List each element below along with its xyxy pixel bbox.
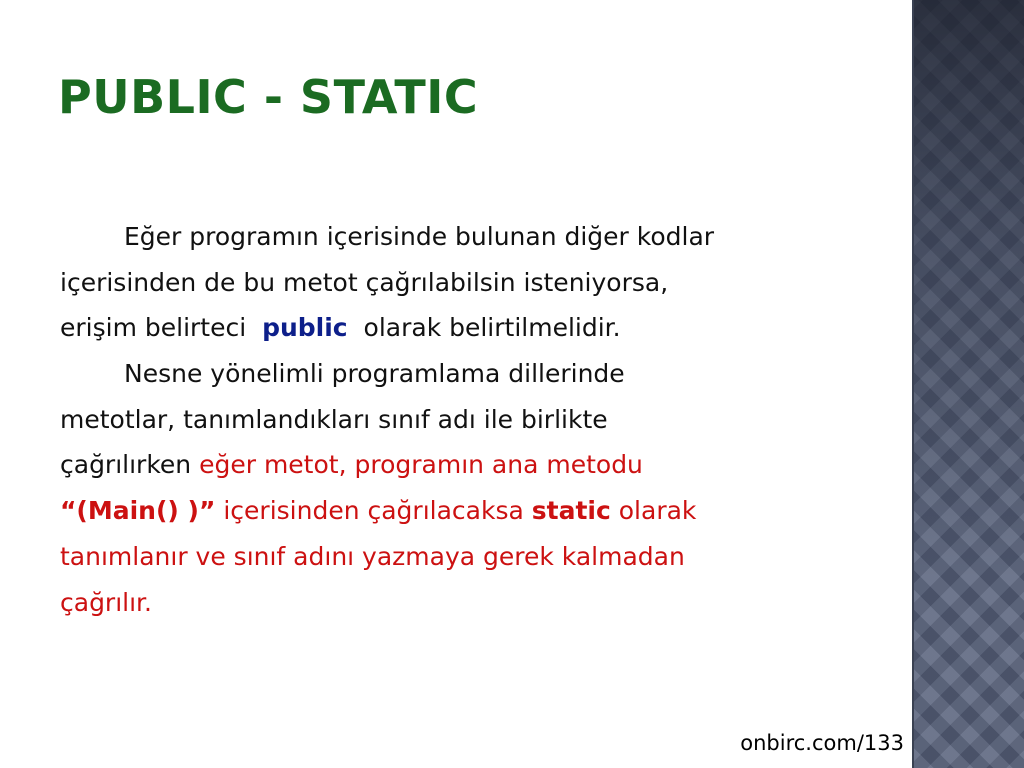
paragraph2-line4 (60, 488, 860, 534)
paragraph2-line3-red: eğer metot, programın ana metodu (199, 450, 643, 480)
paragraph1-line3-text: erişim belirteci (60, 313, 247, 343)
paragraph1-line3 (60, 305, 860, 351)
decorative-side-band (912, 0, 1024, 768)
paragraph1-line1: Eğer programın içerisinde bulunan diğer kodlar (124, 222, 715, 251)
keyword-static: static (531, 496, 611, 526)
paragraph2-line1: Nesne yönelimli programlama dillerinde (124, 359, 625, 389)
paragraph2-line5: tanımlanır ve sınıf adını yazmaya gerek kalmadan (60, 541, 685, 571)
paragraph2-line3 (60, 442, 860, 488)
paragraph2-line4-text: içerisinden çağrılacaksa (223, 496, 524, 526)
slide-title: PUBLIC - STATIC (58, 70, 479, 124)
paragraph2-line3-text: çağrılırken (60, 450, 192, 480)
slide-footer: onbirc.com/133 (740, 731, 904, 755)
main-method-label: “(Main() )” (60, 496, 216, 526)
keyword-public: public (262, 313, 348, 343)
slide-body (60, 214, 860, 625)
paragraph2-line2: metotlar, tanımlandıkları sınıf adı ile birlikte (60, 404, 608, 434)
paragraph2-line6: çağrılır. (60, 587, 152, 617)
paragraph1-line3-end: olarak belirtilmelidir. (363, 313, 621, 343)
paragraph1-line2: içerisinden de bu metot çağrılabilsin isteniyorsa, (60, 267, 669, 297)
paragraph2-line4-end: olarak (618, 496, 697, 526)
